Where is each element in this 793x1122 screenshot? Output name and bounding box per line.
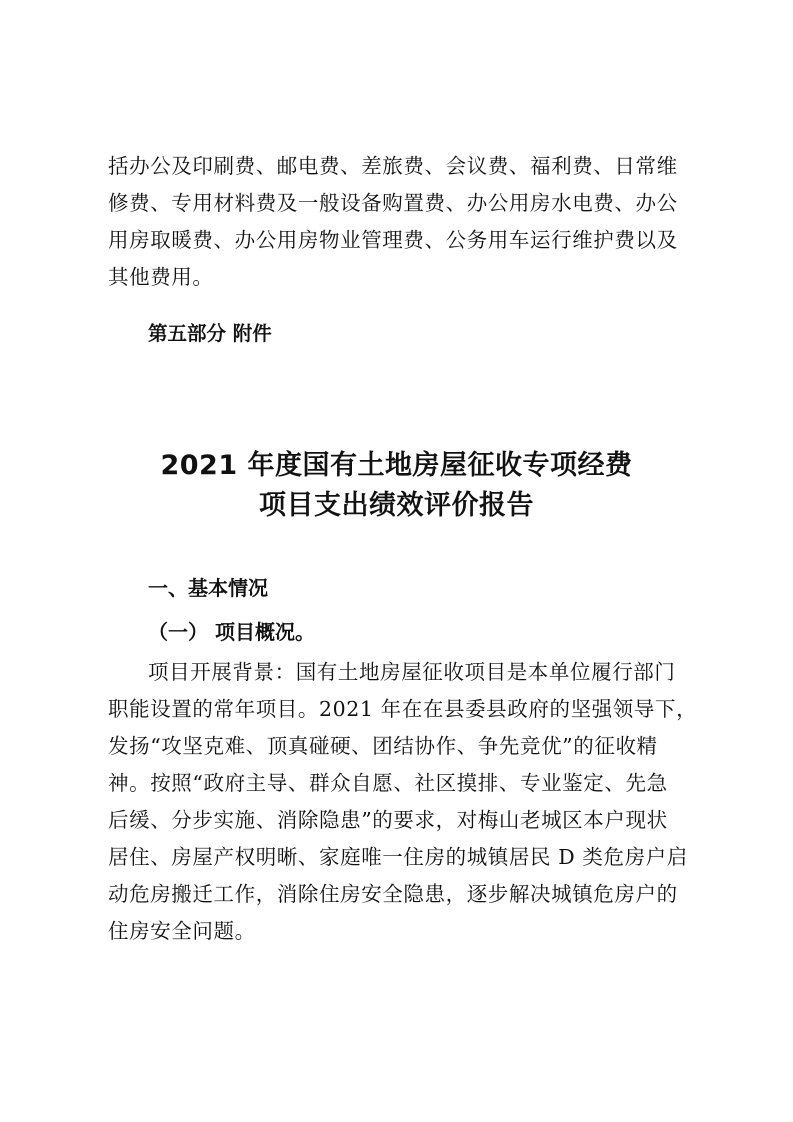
paragraph-line: 用房取暖费、办公用房物业管理费、公务用车运行维护费以及 [108, 228, 678, 252]
paragraph-line: 住房安全问题。 [108, 919, 256, 943]
paragraph-line: 其他费用。 [108, 265, 214, 289]
body-paragraph [108, 654, 698, 950]
report-title-line-2: 项目支出绩效评价报告 [259, 490, 534, 521]
paragraph-line: 括办公及印刷费、邮电费、差旅费、会议费、福利费、日常维 [108, 154, 678, 178]
section-five-heading: 第五部分 附件 [148, 322, 272, 345]
paragraph-line: 动危房搬迁工作，消除住房安全隐患，逐步解决城镇危房户的 [108, 882, 678, 906]
paragraph-line: 修费、专用材料费及一般设备购置费、办公用房水电费、办公 [108, 191, 678, 215]
paragraph-line: 居住、房屋产权明晰、家庭唯一住房的城镇居民 D 类危房户启 [108, 845, 688, 869]
report-title [0, 446, 793, 526]
paragraph-line: 项目开展背景：国有土地房屋征收项目是本单位履行部门 [148, 660, 676, 684]
paragraph-line: 神。按照“政府主导、群众自愿、社区摸排、专业鉴定、先急 [108, 771, 668, 795]
heading-basic-info: 一、基本情况 [148, 576, 268, 600]
paragraph-line: 发扬“攻坚克难、顶真碰硬、团结协作、争先竞优”的征收精 [108, 734, 658, 758]
paragraph-line: 职能设置的常年项目。2021 年在在县委县政府的坚强领导下， [108, 697, 698, 721]
report-title-line-1: 2021 年度国有土地房屋征收专项经费 [160, 450, 633, 481]
paragraph-line: 后缓、分步实施、消除隐患”的要求，对梅山老城区本户现状 [108, 808, 668, 832]
top-paragraph [108, 148, 680, 296]
heading-project-overview: （一） 项目概况。 [148, 620, 315, 644]
